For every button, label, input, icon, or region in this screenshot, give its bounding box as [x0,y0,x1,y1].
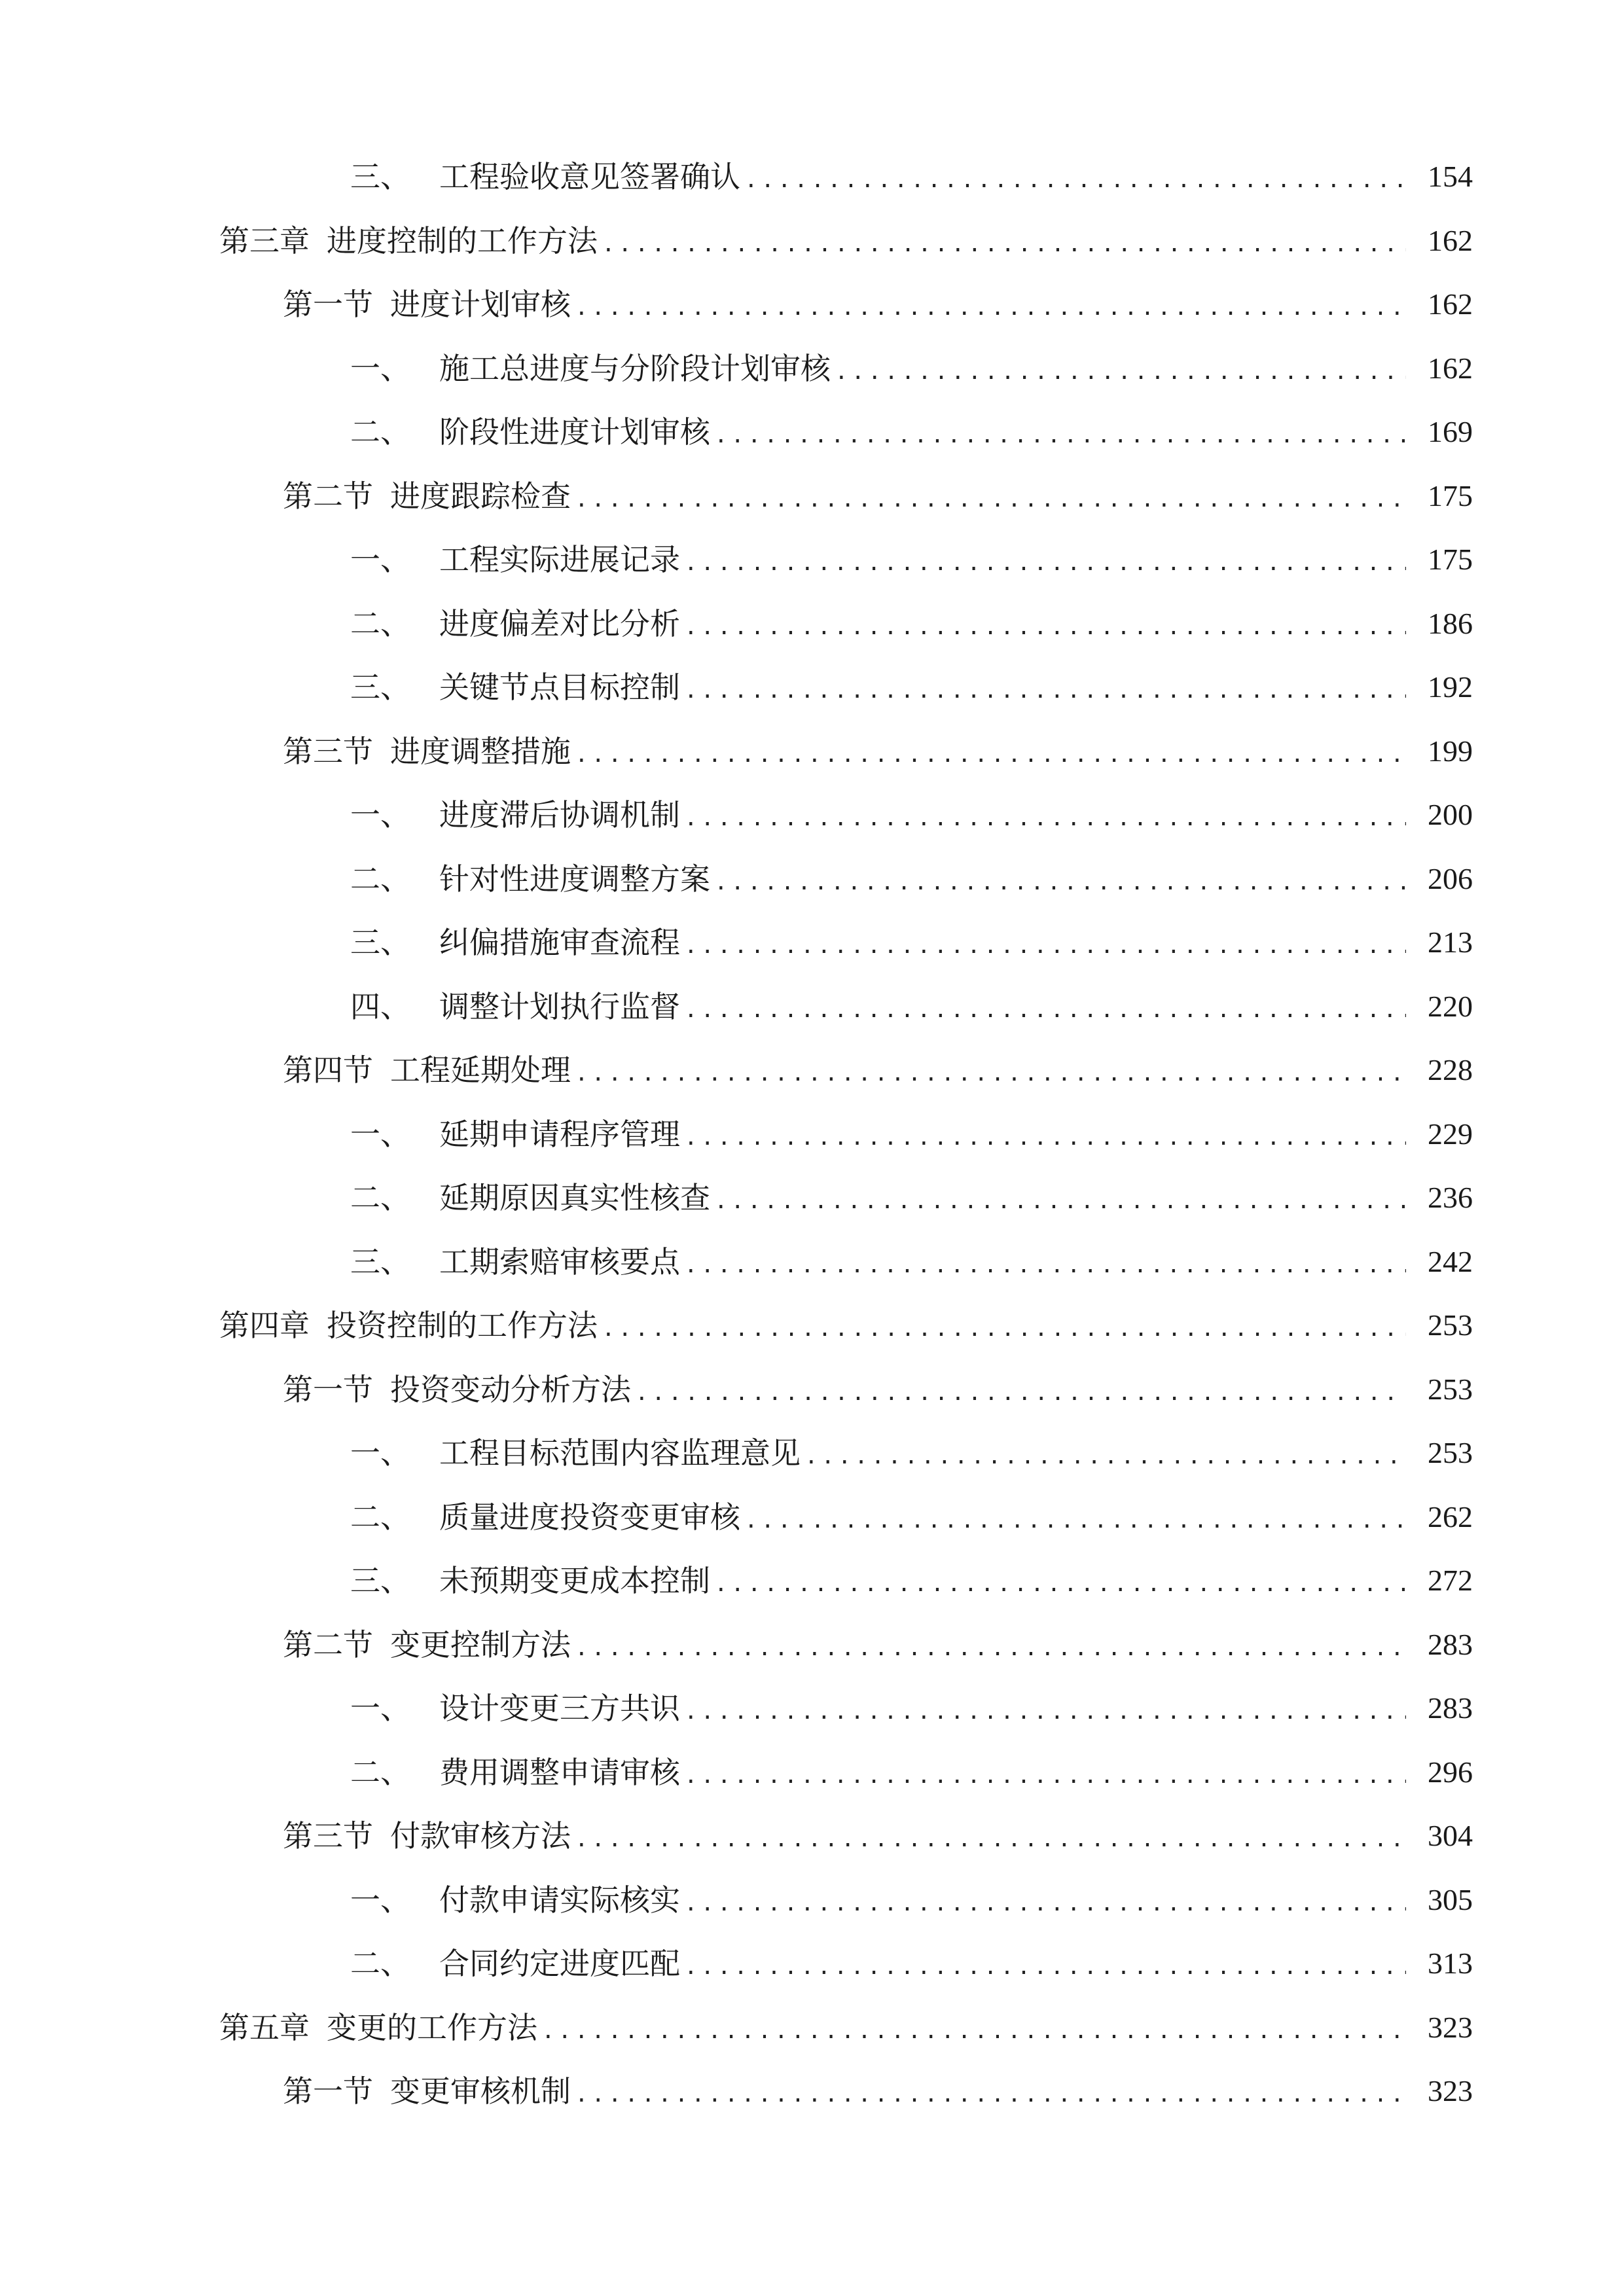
toc-entry[interactable] [350,1172,1473,1224]
toc-entry-page-number: 200 [1428,798,1473,831]
toc-entry-title: 投资控制的工作方法 [327,1308,598,1343]
toc-entry[interactable] [283,725,1473,778]
dot-leader [747,151,1406,203]
toc-entry-number: 一、 [350,1117,410,1152]
dot-leader [604,215,1406,267]
toc-entry-title: 进度滞后协调机制 [439,797,680,833]
dot-leader [807,1427,1406,1479]
toc-entry-number: 二、 [350,861,410,897]
toc-entry-title: 调整计划执行监督 [439,989,680,1024]
toc-entry-page-number: 283 [1428,1691,1473,1725]
toc-entry-title: 付款申请实际核实 [439,1882,680,1918]
dot-leader [717,853,1406,905]
dot-leader [687,1746,1406,1799]
toc-entry-page-number: 213 [1428,925,1473,959]
dot-leader [604,1299,1406,1352]
toc-entry-title: 进度调整措施 [390,734,571,769]
dot-leader [687,533,1406,586]
toc-entry-title: 合同约定进度匹配 [439,1946,680,1981]
toc-entry-number: 一、 [350,1691,410,1726]
toc-entry-number: 一、 [350,1882,410,1918]
toc-entry[interactable] [283,470,1473,522]
toc-entry-number: 第二节 [283,1627,373,1662]
dot-leader [687,1937,1406,1990]
toc-entry-page-number: 272 [1428,1564,1473,1597]
toc-entry-title: 工程延期处理 [390,1052,571,1088]
toc-entry-title: 进度计划审核 [390,287,571,322]
toc-entry-number: 一、 [350,797,410,833]
toc-entry[interactable] [350,1491,1473,1543]
toc-entry-page-number: 162 [1428,287,1473,321]
toc-entry-number: 二、 [350,1946,410,1981]
toc-entry[interactable] [350,1937,1473,1990]
toc-entry-number: 二、 [350,1499,410,1535]
toc-entry-page-number: 242 [1428,1245,1473,1278]
toc-entry-page-number: 253 [1428,1372,1473,1406]
toc-entry-title: 工程验收意见签署确认 [439,159,740,194]
toc-entry-number: 第三章 [219,223,310,259]
toc-entry-number: 第一节 [283,2073,373,2109]
toc-entry[interactable] [219,2001,1473,2054]
dot-leader [687,980,1406,1033]
dot-leader [577,1619,1406,1671]
toc-entry-title: 变更审核机制 [390,2073,571,2109]
toc-entry[interactable] [283,278,1473,331]
toc-entry-page-number: 175 [1428,543,1473,576]
toc-entry-title: 延期原因真实性核查 [439,1180,710,1215]
toc-entry[interactable] [350,853,1473,905]
toc-entry-title: 纠偏措施审查流程 [439,925,680,960]
toc-entry-title: 工期索赔审核要点 [439,1244,680,1280]
dot-leader [577,1810,1406,1862]
toc-entry-page-number: 169 [1428,415,1473,448]
toc-entry-title: 进度控制的工作方法 [327,223,598,259]
toc-entry-number: 第四节 [283,1052,373,1088]
toc-entry[interactable] [350,789,1473,841]
toc-entry-title: 阶段性进度计划审核 [439,414,710,450]
toc-entry-number: 三、 [350,670,410,705]
toc-entry-title: 工程目标范围内容监理意见 [439,1435,801,1471]
toc-entry-title: 进度偏差对比分析 [439,606,680,641]
toc-entry-page-number: 304 [1428,1819,1473,1852]
toc-entry-title: 费用调整申请审核 [439,1755,680,1790]
toc-entry-title: 关键节点目标控制 [439,670,680,705]
dot-leader [687,1108,1406,1160]
toc-entry-page-number: 323 [1428,2074,1473,2108]
toc-entry[interactable] [219,1299,1473,1352]
dot-leader [577,725,1406,778]
dot-leader [687,661,1406,713]
toc-entry-title: 工程实际进展记录 [439,542,680,577]
toc-entry[interactable] [350,151,1473,203]
toc-entry-page-number: 283 [1428,1628,1473,1661]
dot-leader [687,1874,1406,1926]
toc-entry-number: 四、 [350,989,410,1024]
toc-entry-title: 变更的工作方法 [327,2010,537,2045]
toc-entry-number: 一、 [350,542,410,577]
toc-entry[interactable] [219,215,1473,267]
toc-entry-number: 三、 [350,1563,410,1598]
toc-entry[interactable] [283,1363,1473,1416]
dot-leader [577,278,1406,331]
toc-entry-title: 投资变动分析方法 [390,1372,631,1407]
toc-entry[interactable] [350,342,1473,395]
toc-entry[interactable] [350,406,1473,458]
toc-entry-number: 三、 [350,925,410,960]
toc-entry[interactable] [350,1554,1473,1607]
toc-entry[interactable] [350,1427,1473,1479]
toc-entry-number: 三、 [350,159,410,194]
toc-entry[interactable] [350,1874,1473,1926]
toc-entry-number: 二、 [350,1180,410,1215]
toc-entry[interactable] [350,1746,1473,1799]
toc-entry-title: 进度跟踪检查 [390,478,571,514]
toc-entry[interactable] [350,980,1473,1033]
dot-leader [577,1044,1406,1096]
toc-entry-page-number: 228 [1428,1053,1473,1086]
toc-entry-title: 施工总进度与分阶段计划审核 [439,351,831,386]
toc-entry-number: 第三节 [283,734,373,769]
toc-entry-number: 第四章 [219,1308,310,1343]
toc-entry[interactable] [350,533,1473,586]
toc-entry[interactable] [283,1810,1473,1862]
toc-entry-number: 第二节 [283,478,373,514]
toc-entry-page-number: 229 [1428,1117,1473,1151]
toc-entry-page-number: 206 [1428,862,1473,895]
toc-entry-number: 二、 [350,606,410,641]
toc-entry[interactable] [350,598,1473,650]
toc-entry[interactable] [350,1682,1473,1734]
toc-entry[interactable] [283,2065,1473,2117]
dot-leader [687,1236,1406,1288]
toc-entry-title: 变更控制方法 [390,1627,571,1662]
toc-entry-page-number: 305 [1428,1883,1473,1916]
toc-entry-page-number: 313 [1428,1946,1473,1980]
dot-leader [577,2065,1406,2117]
toc-entry-page-number: 296 [1428,1755,1473,1789]
toc-entry-page-number: 154 [1428,160,1473,193]
toc-entry[interactable] [283,1619,1473,1671]
toc-entry[interactable] [350,916,1473,969]
dot-leader [717,406,1406,458]
toc-entry[interactable] [350,1108,1473,1160]
dot-leader [544,2001,1406,2054]
toc-entry[interactable] [350,1236,1473,1288]
dot-leader [747,1491,1406,1543]
toc-entry-page-number: 192 [1428,670,1473,704]
toc-entry-page-number: 186 [1428,607,1473,640]
dot-leader [687,1682,1406,1734]
toc-entry-number: 三、 [350,1244,410,1280]
toc-entry-page-number: 199 [1428,734,1473,768]
toc-entry-number: 一、 [350,351,410,386]
toc-entry-number: 第三节 [283,1818,373,1854]
toc-entry-page-number: 253 [1428,1436,1473,1469]
toc-entry-number: 第一节 [283,1372,373,1407]
toc-entry-title: 延期申请程序管理 [439,1117,680,1152]
toc-entry-page-number: 162 [1428,351,1473,385]
dot-leader [687,789,1406,841]
dot-leader [687,916,1406,969]
dot-leader [638,1363,1406,1416]
toc-entry-number: 第五章 [219,2010,310,2045]
dot-leader [717,1554,1406,1607]
toc-entry-title: 付款审核方法 [390,1818,571,1854]
toc-entry-page-number: 323 [1428,2011,1473,2044]
toc-entry-number: 第一节 [283,287,373,322]
toc-entry-page-number: 236 [1428,1181,1473,1214]
toc-entry[interactable] [350,661,1473,713]
toc-entry-title: 针对性进度调整方案 [439,861,710,897]
toc-entry-page-number: 262 [1428,1500,1473,1534]
toc-entry[interactable] [283,1044,1473,1096]
toc-entry-page-number: 253 [1428,1308,1473,1342]
toc-entry-number: 二、 [350,414,410,450]
toc-entry-page-number: 162 [1428,224,1473,257]
toc-entry-page-number: 175 [1428,479,1473,512]
toc-entry-title: 设计变更三方共识 [439,1691,680,1726]
toc-entry-title: 质量进度投资变更审核 [439,1499,740,1535]
toc-entry-title: 未预期变更成本控制 [439,1563,710,1598]
toc-entry-number: 二、 [350,1755,410,1790]
toc-entry-number: 一、 [350,1435,410,1471]
dot-leader [577,470,1406,522]
dot-leader [717,1172,1406,1224]
toc-entry-page-number: 220 [1428,990,1473,1023]
dot-leader [687,598,1406,650]
dot-leader [837,342,1406,395]
